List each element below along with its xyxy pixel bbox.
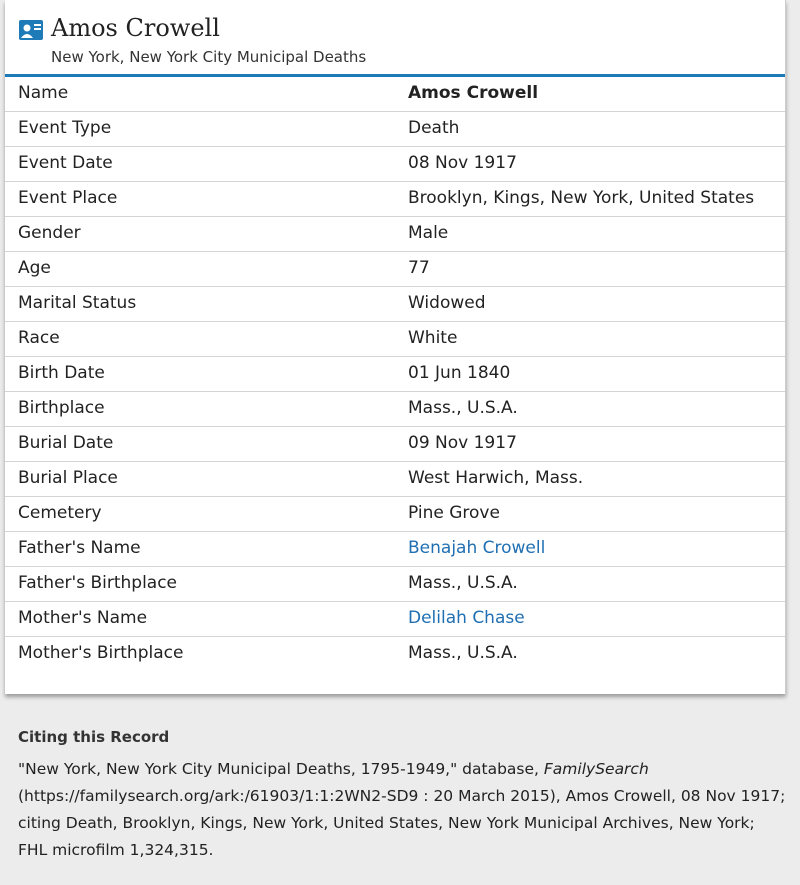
- table-row: [5, 252, 785, 287]
- field-value: White: [408, 322, 785, 357]
- field-label: Father's Name: [5, 532, 408, 567]
- table-row: [5, 322, 785, 357]
- field-value: Amos Crowell: [408, 77, 785, 112]
- field-value: Mass., U.S.A.: [408, 643, 518, 663]
- field-label: Mother's Name: [5, 602, 408, 637]
- field-value: Mass., U.S.A.: [408, 567, 785, 602]
- person-card-icon: [19, 20, 43, 40]
- table-row: [5, 532, 785, 567]
- field-label: Event Date: [5, 147, 408, 182]
- citation-heading: Citing this Record: [18, 728, 170, 746]
- citation-source: FamilySearch: [543, 760, 649, 778]
- field-label: Race: [5, 322, 408, 357]
- field-label: Event Place: [5, 182, 408, 217]
- table-row: [5, 427, 785, 462]
- field-value: [408, 532, 785, 567]
- field-label: Burial Date: [5, 427, 408, 462]
- table-row: [5, 77, 785, 112]
- field-label: Burial Place: [5, 462, 408, 497]
- record-details-table: [5, 77, 785, 671]
- table-row: [5, 217, 785, 252]
- field-value: Brooklyn, Kings, New York, United States: [408, 182, 785, 217]
- table-row: [5, 462, 785, 497]
- citation-text: [18, 756, 788, 864]
- field-value: 09 Nov 1917: [408, 427, 785, 462]
- field-label: Name: [5, 77, 408, 112]
- table-row: [5, 637, 785, 672]
- field-value: 01 Jun 1840: [408, 357, 785, 392]
- field-value: Death: [408, 112, 785, 147]
- field-value: West Harwich, Mass.: [408, 462, 785, 497]
- field-value: [408, 602, 785, 637]
- field-label: Age: [5, 252, 408, 287]
- field-label: Mother's Birthplace: [18, 643, 184, 663]
- citation-part: "New York, New York City Municipal Deaths, 1795-1949," database,: [18, 760, 544, 778]
- record-header: [5, 0, 785, 77]
- field-label: Birth Date: [5, 357, 408, 392]
- table-row: [5, 112, 785, 147]
- field-label: Cemetery: [5, 497, 408, 532]
- table-row: [5, 497, 785, 532]
- field-label: Gender: [5, 217, 408, 252]
- table-row: [5, 392, 785, 427]
- person-link[interactable]: Delilah Chase: [408, 608, 525, 628]
- record-card: [5, 0, 786, 694]
- table-row: [5, 602, 785, 637]
- field-value: Mass., U.S.A.: [408, 392, 785, 427]
- table-row: [5, 287, 785, 322]
- field-label: Marital Status: [5, 287, 408, 322]
- field-value: Widowed: [408, 287, 785, 322]
- table-row: [5, 567, 785, 602]
- field-label: Birthplace: [5, 392, 408, 427]
- collection-subtitle: New York, New York City Municipal Deaths: [51, 48, 367, 66]
- field-label: Event Type: [5, 112, 408, 147]
- page-title: Amos Crowell: [51, 14, 220, 42]
- table-row: [5, 357, 785, 392]
- field-value: Pine Grove: [408, 497, 785, 532]
- field-value: Male: [408, 217, 785, 252]
- field-label: Father's Birthplace: [5, 567, 408, 602]
- citation-part: (https://familysearch.org/ark:/61903/1:1:2WN2-SD9 : 20 March 2015), Amos Crowell, 08 Nov 1917; citing Death, Brooklyn, Kings, New York, United States, New York Municipal Archives, New York; FHL microfilm 1,324,315.: [18, 787, 786, 859]
- citation-section: [18, 728, 788, 864]
- table-row: [5, 147, 785, 182]
- field-value: 08 Nov 1917: [408, 147, 785, 182]
- field-value: 77: [408, 252, 785, 287]
- person-link[interactable]: Benajah Crowell: [408, 538, 546, 558]
- table-row: [5, 182, 785, 217]
